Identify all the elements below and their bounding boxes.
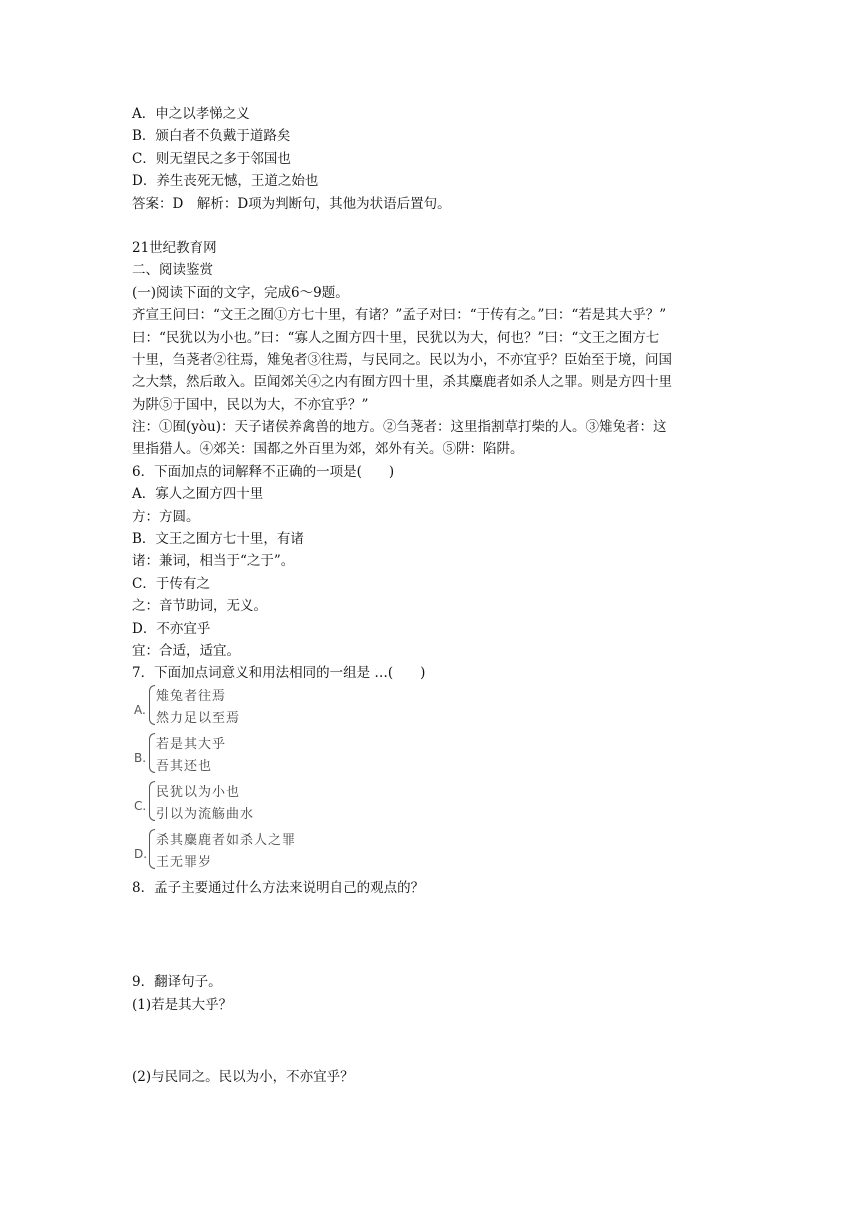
notes	[132, 416, 732, 461]
passage-line: 曰：“民犹以为小也。”曰：“寡人之囿方四十里，民犹以为大，何也？”曰：“文王之囿方七	[132, 329, 660, 346]
brace-icon	[149, 733, 155, 773]
answer-space	[132, 899, 732, 971]
brace-icon	[149, 685, 155, 725]
q7-option-letter: D.	[134, 846, 148, 861]
q6-option: D．不亦宜乎	[132, 620, 211, 637]
q7-option-line2: 引以为流觞曲水	[156, 806, 255, 822]
notes-line: 注：①囿(yòu)：天子诸侯养禽兽的地方。②刍荛者：这里指割草打柴的人。③雉兔者：这	[132, 419, 667, 436]
q6-explanation: 方：方圆。	[132, 508, 200, 525]
passage-line: 为阱⑤于国中，民以为大，不亦宜乎？”	[132, 396, 369, 413]
q5-option-c: C．则无望民之多于邻国也	[132, 150, 291, 167]
q5-option-d: D．养生丧死无憾，王道之始也	[132, 173, 319, 190]
notes-line: 里指猎人。④郊关：国都之外百里为郊，郊外有关。⑤阱：陷阱。	[132, 441, 524, 458]
document-page	[132, 103, 732, 1088]
q7-option-line1: 杀其麋鹿者如杀人之罪	[156, 832, 297, 848]
answer-space	[132, 1016, 732, 1066]
question-7	[132, 662, 732, 876]
q7-option-line1: 民犹以为小也	[156, 784, 241, 800]
passage-line: 之大禁，然后敢入。臣闻郊关④之内有囿方四十里，杀其麋鹿者如杀人之罪。则是方四十里	[132, 374, 672, 391]
passage-line: 齐宣王问曰：“文王之囿①方七十里，有诸？”孟子对曰：“于传有之。”曰：“若是其大乎？”	[132, 307, 667, 324]
q5-option-a: A．申之以孝悌之义	[132, 106, 250, 122]
q6-explanation: 之：音节助词，无义。	[132, 598, 267, 615]
q9-part-2: (2)与民同之。民以为小，不亦宜乎？	[132, 1068, 354, 1085]
q7-option-line2: 然力足以至焉	[156, 710, 241, 726]
q7-option-line1: 若是其大乎	[156, 736, 227, 752]
q9-part-1: (1)若是其大乎？	[132, 996, 233, 1013]
q7-stem: 7．下面加点词意义和用法相同的一组是 …( )	[132, 665, 426, 682]
q8-stem: 8．孟子主要通过什么方法来说明自己的观点的？	[132, 879, 425, 896]
q7-option-letter: A.	[134, 702, 146, 717]
q7-option-line2: 吾其还也	[156, 758, 213, 774]
q5-answer: 答案：D 解析：D项为判断句，其他为状语后置句。	[132, 195, 451, 212]
q7-option-d	[132, 829, 732, 877]
brace-icon	[149, 829, 155, 869]
q9-stem: 9．翻译句子。	[132, 974, 222, 991]
question-6	[132, 461, 732, 663]
source-line: 21世纪教育网	[132, 239, 217, 256]
passage-line: 十里，刍荛者②往焉，雉兔者③往焉，与民同之。民以为小，不亦宜乎？臣始至于境，问国	[132, 351, 672, 368]
q7-option-letter: C.	[134, 798, 147, 813]
q7-option-b	[132, 733, 732, 781]
q7-option-c	[132, 781, 732, 829]
q6-explanation: 宜：合适，适宜。	[132, 642, 240, 659]
q7-option-line1: 雉兔者往焉	[156, 688, 227, 704]
q6-option: B．文王之囿方七十里，有诸	[132, 531, 304, 548]
q7-option-line2: 王无罪岁	[156, 854, 213, 870]
q7-option-a	[132, 685, 732, 733]
section-title: 二、阅读鉴赏	[132, 262, 213, 279]
reading-intro: (一)阅读下面的文字，完成6～9题。	[132, 284, 349, 301]
passage	[132, 304, 732, 416]
q7-option-letter: B.	[134, 750, 147, 765]
q6-option: A．寡人之囿方四十里	[132, 486, 264, 503]
spacer	[132, 215, 732, 237]
q6-stem: 6．下面加点的词解释不正确的一项是( )	[132, 463, 395, 480]
brace-icon	[149, 781, 155, 821]
q6-option: C．于传有之	[132, 575, 210, 592]
q6-explanation: 诸：兼词，相当于“之于”。	[132, 553, 295, 570]
q5-option-b: B．颁白者不负戴于道路矣	[132, 128, 291, 145]
